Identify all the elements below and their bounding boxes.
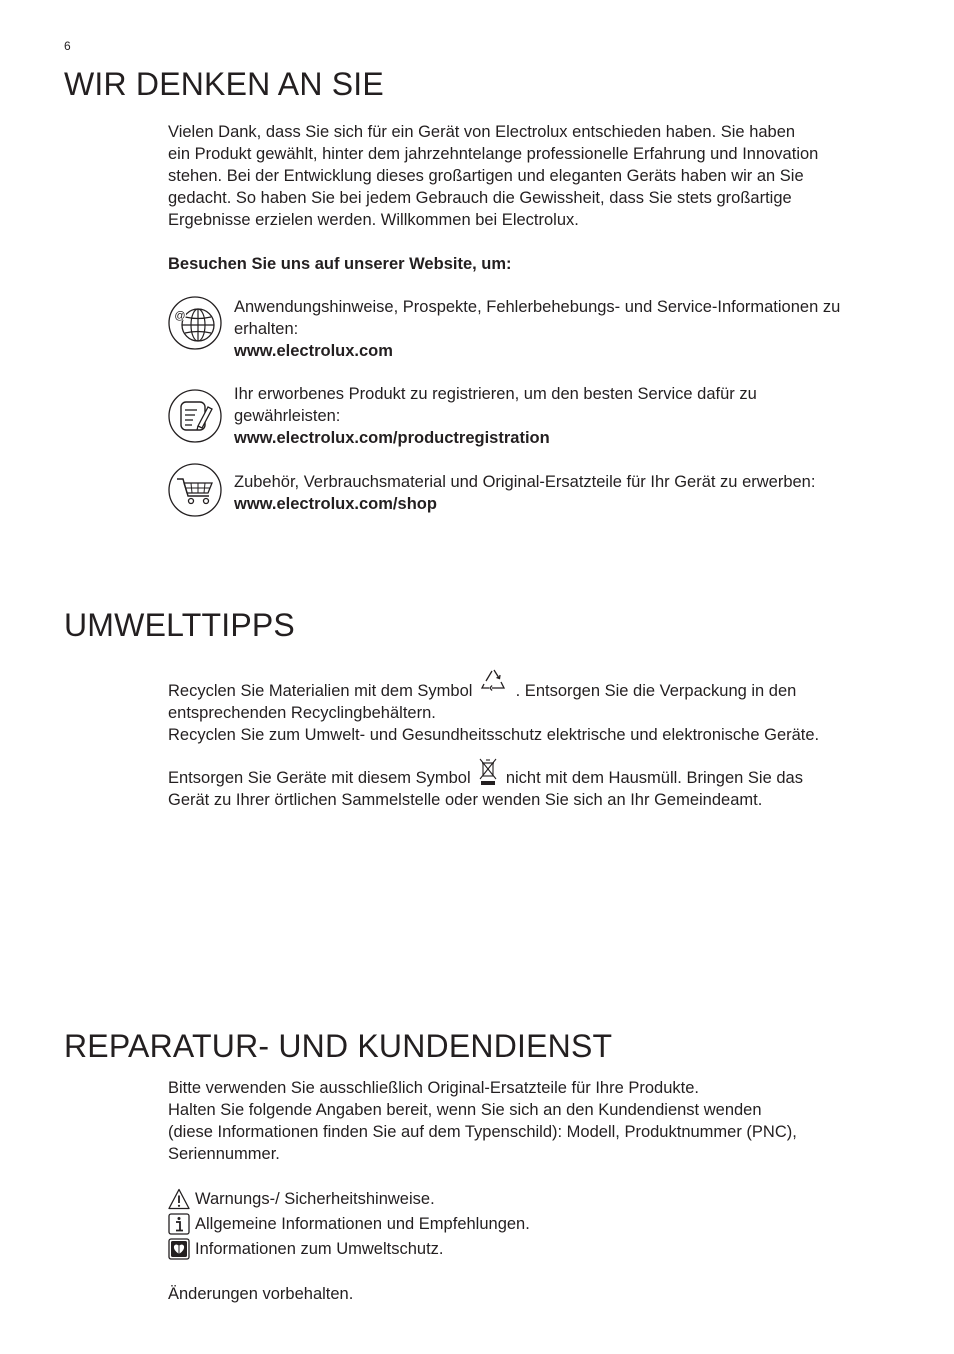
service-line: Seriennummer. bbox=[168, 1145, 280, 1163]
weee-line: Recyclen Sie zum Umwelt- und Gesundheitsschutz elektrische und elektronische Geräte. bbox=[168, 726, 820, 744]
disposal-line bbox=[168, 757, 898, 789]
legend-label: Warnungs-/ Sicherheitshinweise. bbox=[195, 1189, 435, 1208]
service-paragraph bbox=[168, 1077, 898, 1165]
intro-line: stehen. Bei der Entwicklung dieses großartigen und eleganten Geräts haben wir an Sie bbox=[168, 167, 804, 185]
page-number: 6 bbox=[64, 39, 71, 53]
service-line: Halten Sie folgende Angaben bereit, wenn Sie sich an den Kundendienst wenden bbox=[168, 1101, 762, 1119]
service-line: (diese Informationen finden Sie auf dem Typenschild): Modell, Produktnummer (PNC), bbox=[168, 1123, 797, 1141]
disposal-text-after: nicht mit dem Hausmüll. Bringen Sie das bbox=[505, 769, 803, 787]
website-item-text bbox=[234, 471, 908, 515]
legend-item-info bbox=[168, 1211, 898, 1236]
disposal-line-2: Gerät zu Ihrer örtlichen Sammelstelle oder wenden Sie sich an Ihr Gemeindeamt. bbox=[168, 791, 763, 809]
item-line: Anwendungshinweise, Prospekte, Fehlerbehebungs- und Service-Informationen zu bbox=[234, 298, 841, 316]
item-line: Zubehör, Verbrauchsmaterial und Original-Ersatzteile für Ihr Gerät zu erwerben: bbox=[234, 473, 816, 491]
section-title-reparatur: REPARATUR- UND KUNDENDIENST bbox=[64, 1028, 613, 1064]
intro-line: Ergebnisse erzielen werden. Willkommen bei Electrolux. bbox=[168, 211, 579, 229]
shop-link[interactable]: www.electrolux.com/shop bbox=[234, 495, 437, 513]
item-line: Ihr erworbenes Produkt zu registrieren, um den besten Service dafür zu bbox=[234, 385, 757, 403]
crossed-bin-icon bbox=[478, 757, 498, 787]
section-title-wir-denken-an-sie: WIR DENKEN AN SIE bbox=[64, 66, 384, 102]
legend-item-warning bbox=[168, 1186, 898, 1211]
recycle-icon bbox=[480, 668, 508, 694]
registration-form-icon bbox=[168, 389, 222, 443]
footer-note: Änderungen vorbehalten. bbox=[168, 1285, 354, 1303]
website-item-shop bbox=[168, 471, 908, 527]
warning-icon bbox=[168, 1188, 190, 1210]
disposal-text: Entsorgen Sie Geräte mit diesem Symbol bbox=[168, 769, 471, 787]
section-title-umwelttipps: UMWELTTIPPS bbox=[64, 607, 295, 643]
intro-line: gedacht. So haben Sie bei jedem Gebrauch die Gewissheit, dass Sie stets großartige bbox=[168, 189, 792, 207]
electrolux-link[interactable]: www.electrolux.com bbox=[234, 342, 393, 360]
website-item-info bbox=[168, 296, 908, 360]
legend-label: Allgemeine Informationen und Empfehlungen. bbox=[195, 1214, 530, 1233]
item-line: gewährleisten: bbox=[234, 407, 341, 425]
svg-text:@: @ bbox=[174, 310, 186, 322]
intro-line: Vielen Dank, dass Sie sich für ein Gerät von Electrolux entschieden haben. Sie haben bbox=[168, 123, 796, 141]
intro-paragraph bbox=[168, 121, 898, 231]
globe-at-icon bbox=[168, 296, 222, 350]
service-line: Bitte verwenden Sie ausschließlich Original-Ersatzteile für Ihre Produkte. bbox=[168, 1079, 699, 1097]
recycle-text-after: . Entsorgen Sie die Verpackung in den bbox=[515, 682, 797, 700]
website-heading: Besuchen Sie uns auf unserer Website, um: bbox=[168, 255, 512, 273]
legend-item-environment bbox=[168, 1236, 898, 1261]
shopping-cart-icon bbox=[168, 463, 222, 517]
website-item-registration bbox=[168, 383, 908, 447]
symbol-legend bbox=[168, 1186, 898, 1261]
website-item-text bbox=[234, 296, 908, 362]
recycle-text: Recyclen Sie Materialien mit dem Symbol bbox=[168, 682, 473, 700]
intro-line: ein Produkt gewählt, hinter dem jahrzehntelange professionelle Erfahrung und Innovation bbox=[168, 145, 819, 163]
product-registration-link[interactable]: www.electrolux.com/productregistration bbox=[234, 429, 550, 447]
environment-paragraph bbox=[168, 668, 898, 811]
recycle-line bbox=[168, 668, 898, 702]
website-item-text bbox=[234, 383, 908, 449]
legend-label: Informationen zum Umweltschutz. bbox=[195, 1239, 444, 1258]
recycle-line-2: entsprechenden Recyclingbehältern. bbox=[168, 704, 436, 722]
item-line: erhalten: bbox=[234, 320, 299, 338]
environment-icon bbox=[168, 1238, 190, 1260]
info-icon bbox=[168, 1213, 190, 1235]
